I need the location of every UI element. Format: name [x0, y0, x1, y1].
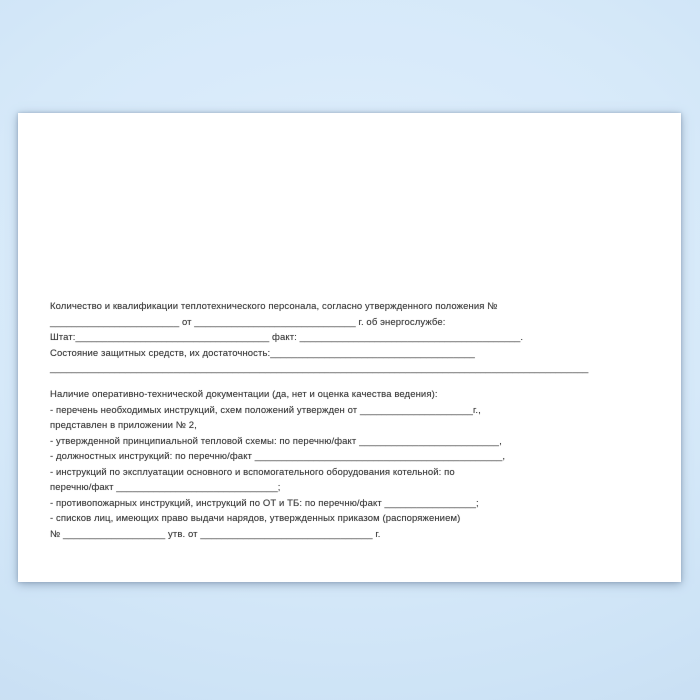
- document-page: [18, 113, 681, 582]
- text-block-personnel: [50, 299, 653, 377]
- document-line: Наличие оперативно-технической документации (да, нет и оценка качества ведения):: [50, 389, 438, 400]
- document-line: ________________________ от ______________________________ г. об энергослужбе:: [50, 316, 446, 328]
- document-line: ____________________________________________________________________________________________________: [50, 363, 589, 374]
- document-line: - противопожарных инструкций, инструкций по ОТ и ТБ: по перечню/факт _________________;: [50, 497, 479, 509]
- document-line: Состояние защитных средств, их достаточность:______________________________________: [50, 347, 475, 359]
- document-line: - перечень необходимых инструкций, схем положений утвержден от _____________________г.,: [50, 404, 481, 416]
- document-line: перечню/факт ______________________________;: [50, 482, 281, 493]
- document-line: - утвержденной принципиальной тепловой схемы: по перечню/факт __________________________,: [50, 435, 502, 447]
- document-line: № ___________________ утв. от ________________________________ г.: [50, 528, 381, 540]
- document-line: - списков лиц, имеющих право выдачи нарядов, утвержденных приказом (распоряжением): [50, 513, 461, 524]
- document-line: Штат:____________________________________ факт: _________________________________________.: [50, 332, 524, 343]
- document-line: представлен в приложении № 2,: [50, 420, 197, 431]
- text-block-documentation: [50, 387, 653, 542]
- document-line: - должностных инструкций: по перечню/факт ______________________________________________,: [50, 451, 506, 462]
- document-line: - инструкций по эксплуатации основного и вспомогательного оборудования котельной: по: [50, 466, 455, 478]
- document-line: Количество и квалификации теплотехнического персонала, согласно утвержденного положения №: [50, 301, 498, 312]
